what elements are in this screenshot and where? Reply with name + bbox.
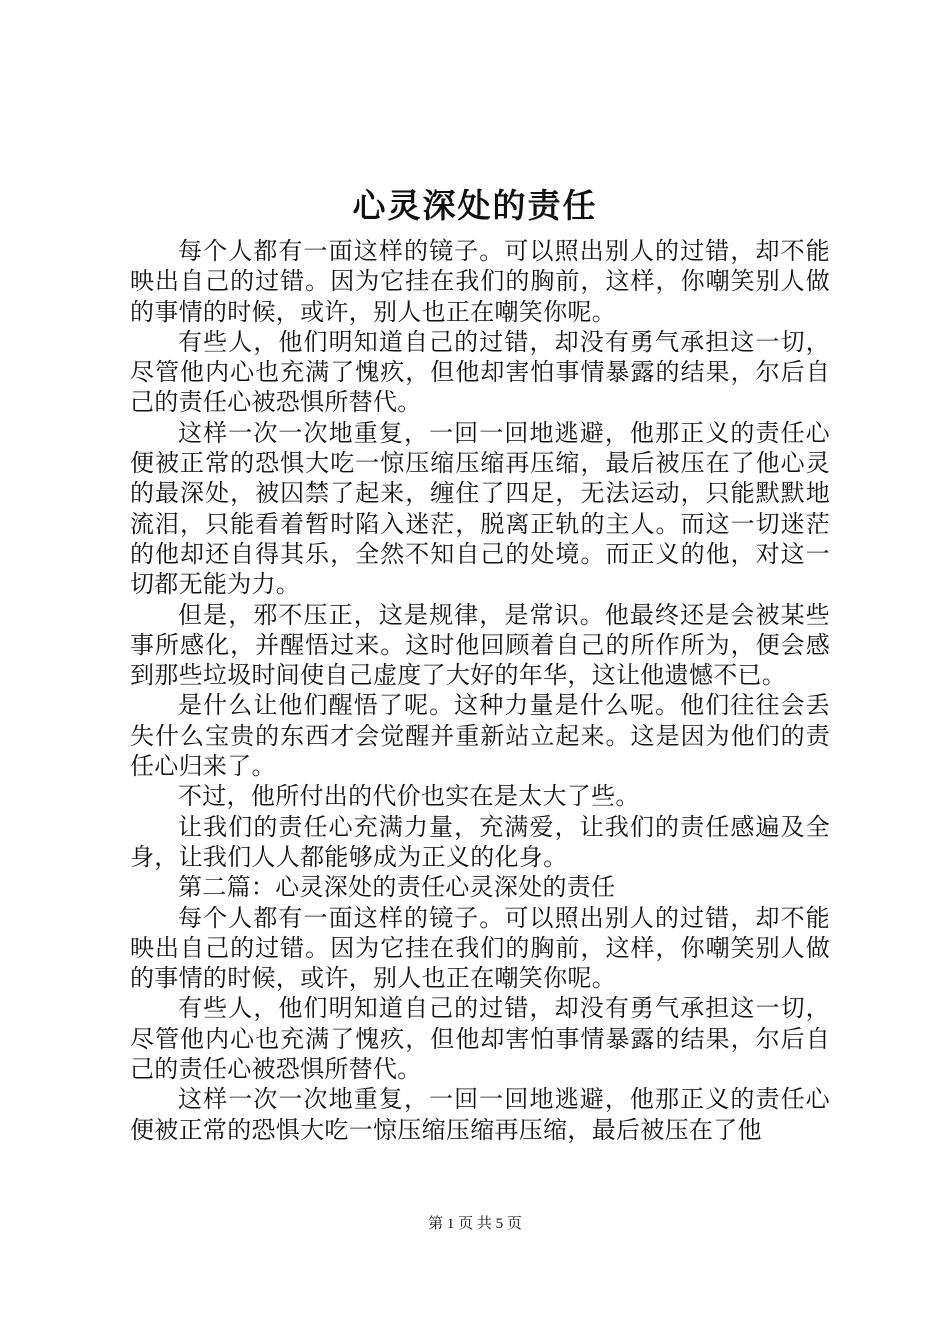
section-heading: 第二篇：心灵深处的责任心灵深处的责任 [178, 873, 616, 902]
paragraph: 有些人，他们明知道自己的过错，却没有勇气承担这一切，尽管他内心也充满了愧疚，但他却害怕事情暴露的结果，尔后自己的责任心被恐惧所替代。 [130, 327, 830, 417]
document-title: 心灵深处的责任 [352, 186, 598, 225]
paragraph: 但是，邪不压正，这是规律，是常识。他最终还是会被某些事所感化，并醒悟过来。这时他回顾着自己的所作所为，便会感到那些垃圾时间使自己虚度了大好的年华，这让他遗憾不已。 [130, 600, 830, 690]
paragraph: 有些人，他们明知道自己的过错，却没有勇气承担这一切，尽管他内心也充满了愧疚，但他却害怕事情暴露的结果，尔后自己的责任心被恐惧所替代。 [130, 994, 830, 1084]
document-body [130, 236, 830, 1145]
paragraph: 每个人都有一面这样的镜子。可以照出别人的过错，却不能映出自己的过错。因为它挂在我们的胸前，这样，你嘲笑别人做的事情的时候，或许，别人也正在嘲笑你呢。 [130, 903, 830, 993]
paragraph: 这样一次一次地重复，一回一回地逃避，他那正义的责任心便被正常的恐惧大吃一惊压缩压缩再压缩，最后被压在了他心灵的最深处，被囚禁了起来，缠住了四足，无法运动，只能默默地流泪，只能看着暂时陷入迷茫，脱离正轨的主人。而这一切迷茫的他却还自得其乐，全然不知自己的处境。而正义的他，对这一切都无能为力。 [130, 418, 830, 599]
page-number-footer: 第 1 页 共 5 页 [428, 1216, 522, 1232]
paragraph: 每个人都有一面这样的镜子。可以照出别人的过错，却不能映出自己的过错。因为它挂在我们的胸前，这样，你嘲笑别人做的事情的时候，或许，别人也正在嘲笑你呢。 [130, 237, 830, 326]
paragraph: 不过，他所付出的代价也实在是太大了些。 [178, 782, 640, 811]
paragraph: 让我们的责任心充满力量，充满爱，让我们的责任感遍及全身，让我们人人都能够成为正义的化身。 [130, 812, 830, 871]
paragraph: 是什么让他们醒悟了呢。这种力量是什么呢。他们往往会丢失什么宝贵的东西才会觉醒并重新站立起来。这是因为他们的责任心归来了。 [130, 691, 830, 781]
paragraph: 这样一次一次地重复，一回一回地逃避，他那正义的责任心便被正常的恐惧大吃一惊压缩压缩再压缩，最后被压在了他 [130, 1085, 830, 1144]
